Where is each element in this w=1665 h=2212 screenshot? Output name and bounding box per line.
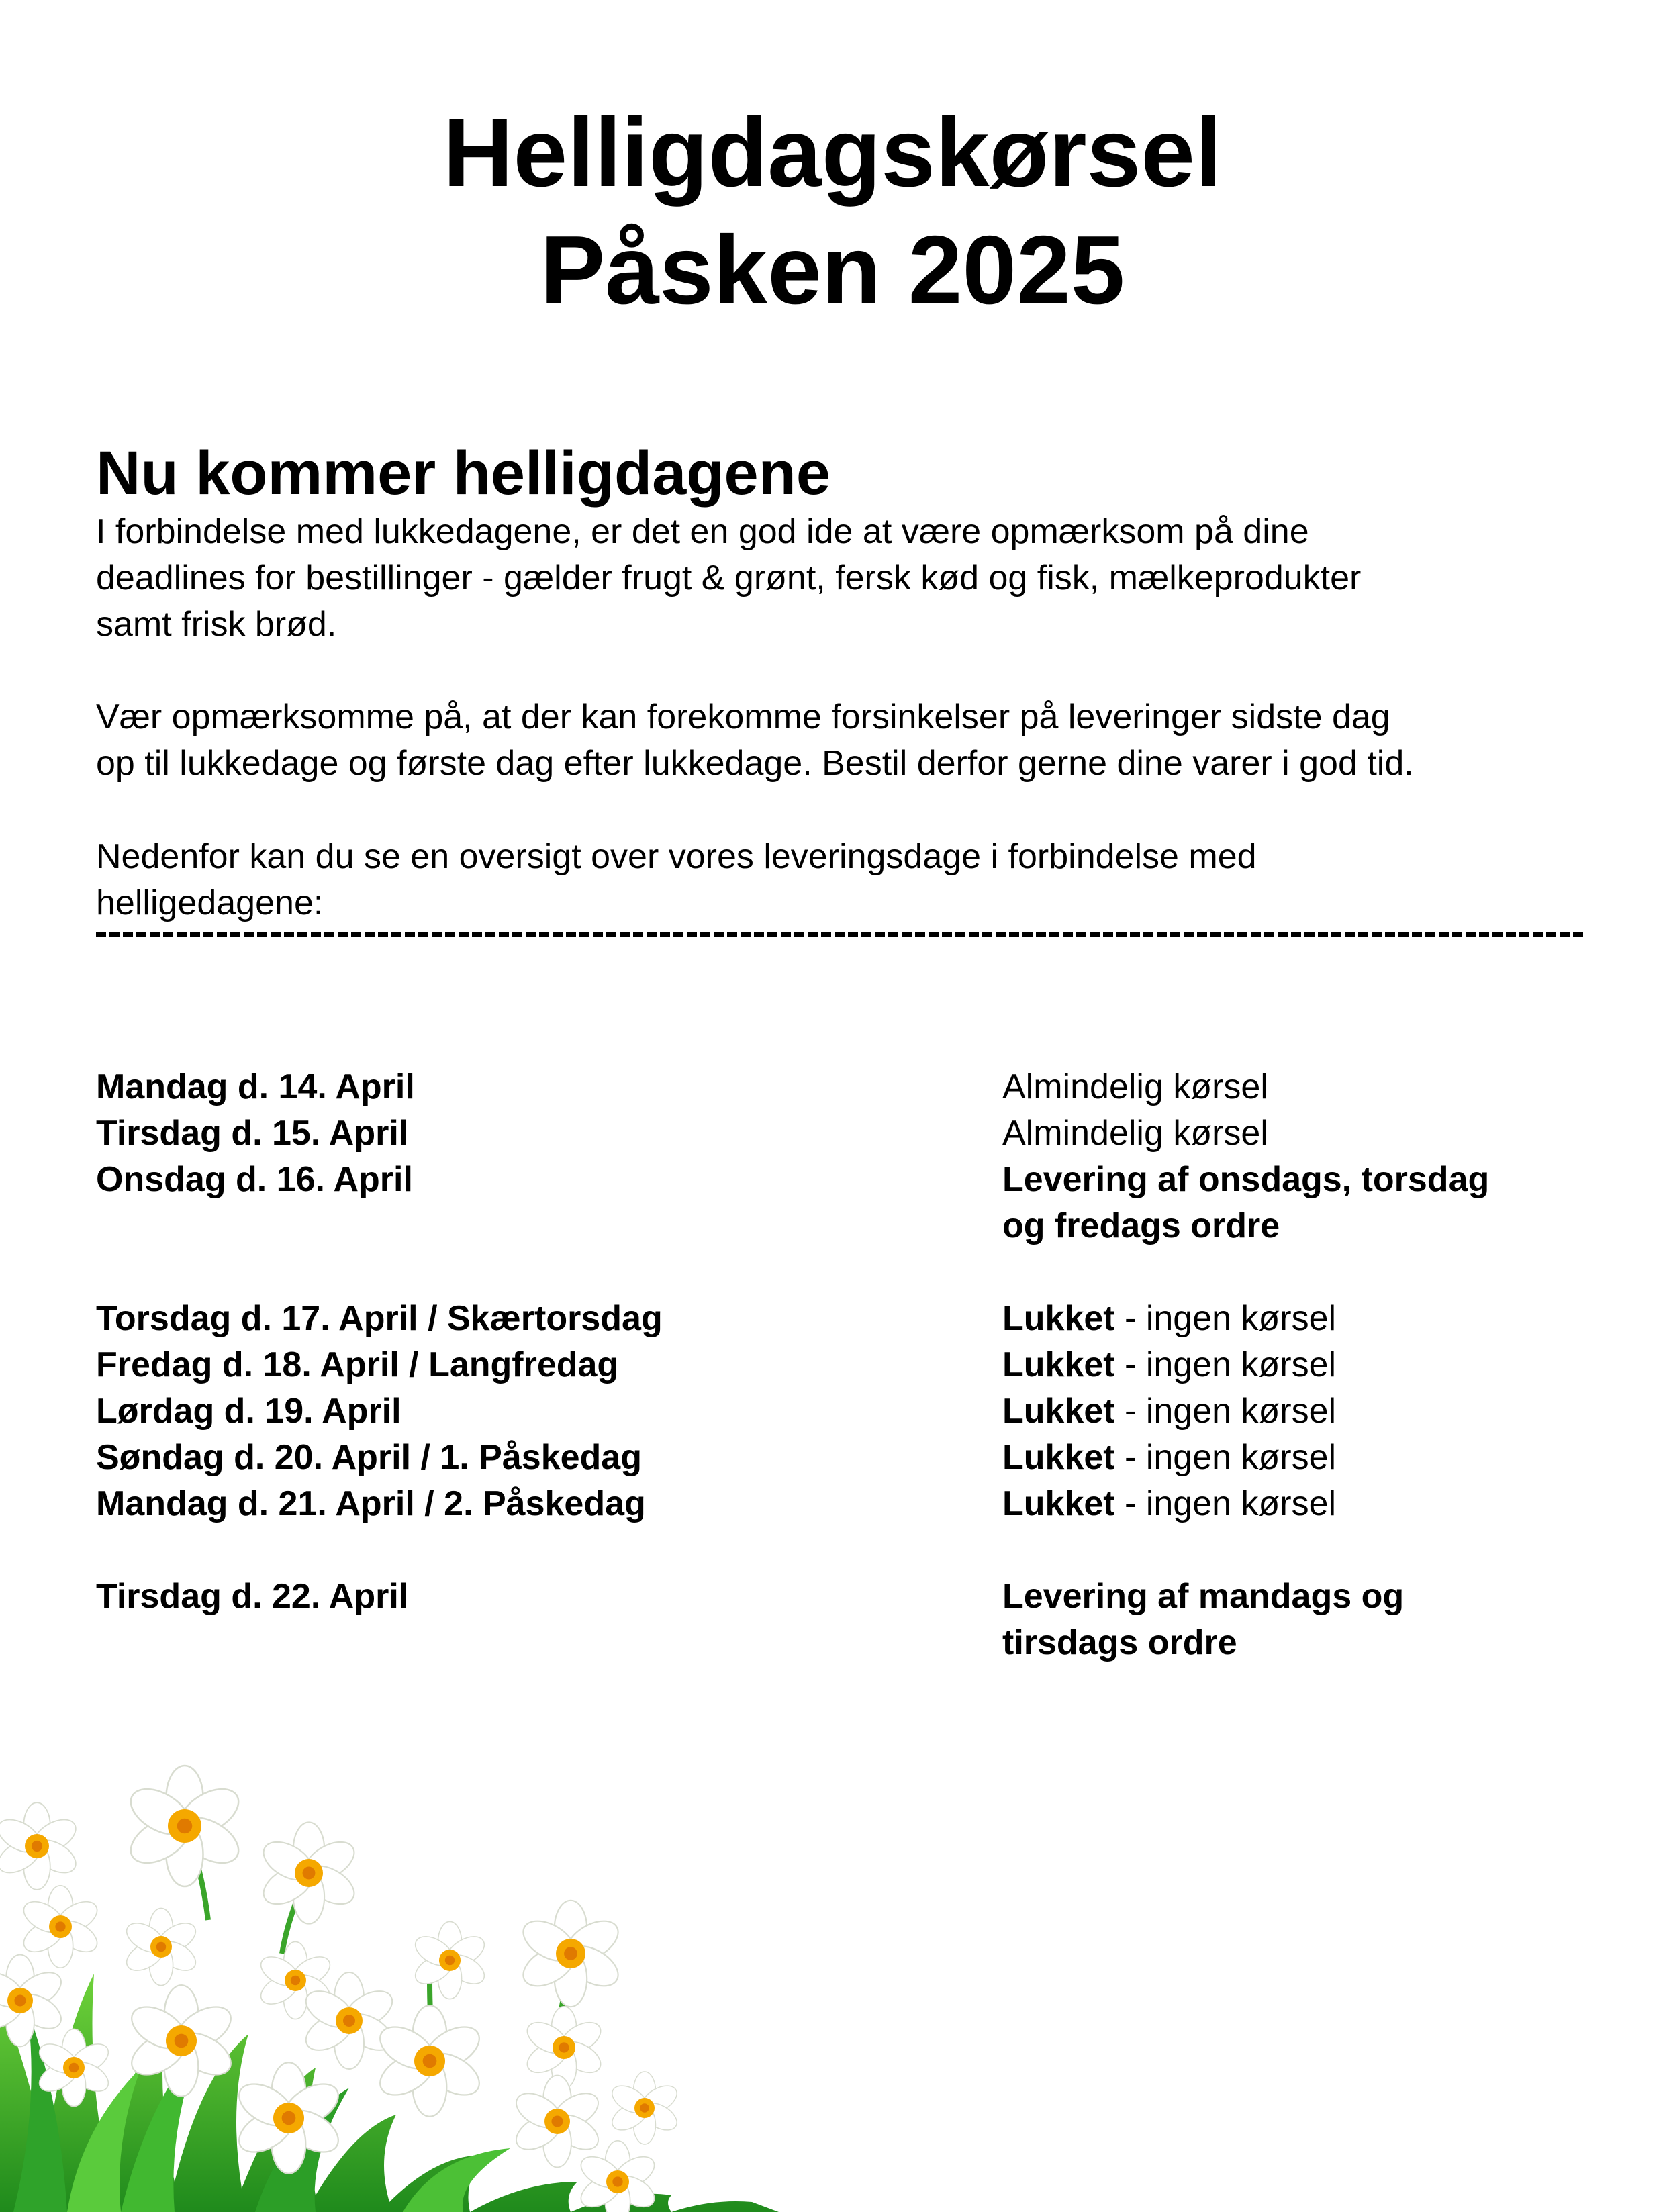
schedule-row <box>96 1342 1586 1388</box>
schedule-row <box>96 1435 1586 1481</box>
schedule-row <box>96 1296 1586 1342</box>
schedule-status <box>1002 1435 1586 1481</box>
schedule-day: Fredag d. 18. April / Langfredag <box>96 1345 619 1384</box>
page-title <box>0 94 1665 329</box>
schedule-day: Onsdag d. 16. April <box>96 1160 413 1199</box>
paragraph-line: samt frisk brød. <box>96 605 337 644</box>
schedule-row <box>96 1157 1586 1249</box>
status-note: - ingen kørsel <box>1114 1438 1337 1477</box>
schedule-status <box>1002 1342 1586 1388</box>
delivery-schedule <box>96 1064 1586 1666</box>
schedule-status <box>1002 1481 1586 1527</box>
schedule-day: Lørdag d. 19. April <box>96 1392 401 1431</box>
schedule-row <box>96 1064 1586 1110</box>
dashed-divider <box>96 932 1583 937</box>
paragraph-line: I forbindelse med lukkedagene, er det en god ide at være opmærksom på dine <box>96 512 1309 551</box>
closed-label: Lukket <box>1002 1484 1115 1523</box>
schedule-day: Tirsdag d. 15. April <box>96 1114 409 1153</box>
intro-paragraph <box>96 509 1586 648</box>
daffodils-illustration <box>0 1752 779 2212</box>
schedule-status: Almindelig kørsel <box>1002 1114 1268 1153</box>
schedule-row <box>96 1574 1586 1666</box>
schedule-status <box>1002 1574 1586 1666</box>
paragraph-line: op til lukkedage og første dag efter lukkedage. Bestil derfor gerne dine varer i god tid. <box>96 744 1414 783</box>
delay-paragraph <box>96 694 1586 787</box>
schedule-day: Mandag d. 21. April / 2. Påskedag <box>96 1484 646 1523</box>
title-line-2: Påsken 2025 <box>540 215 1125 324</box>
schedule-status <box>1002 1388 1586 1435</box>
closed-label: Lukket <box>1002 1392 1115 1431</box>
schedule-day: Tirsdag d. 22. April <box>96 1577 409 1616</box>
status-note: - ingen kørsel <box>1114 1345 1337 1384</box>
schedule-status <box>1002 1157 1586 1249</box>
schedule-day: Mandag d. 14. April <box>96 1067 415 1106</box>
status-note: - ingen kørsel <box>1114 1299 1337 1338</box>
schedule-status: Almindelig kørsel <box>1002 1067 1268 1106</box>
schedule-day: Torsdag d. 17. April / Skærtorsdag <box>96 1299 663 1338</box>
status-note: - ingen kørsel <box>1114 1392 1337 1431</box>
schedule-row <box>96 1481 1586 1527</box>
closed-label: Lukket <box>1002 1299 1115 1338</box>
status-line: tirsdags ordre <box>1002 1623 1237 1662</box>
paragraph-line: helligedagene: <box>96 883 324 922</box>
schedule-row <box>96 1388 1586 1435</box>
status-note: - ingen kørsel <box>1114 1484 1337 1523</box>
closed-label: Lukket <box>1002 1345 1115 1384</box>
schedule-status <box>1002 1296 1586 1342</box>
status-line: Levering af onsdags, torsdag <box>1002 1160 1490 1199</box>
paragraph-line: deadlines for bestillinger - gælder frugt & grønt, fersk kød og fisk, mælkeprodukter <box>96 559 1362 597</box>
schedule-day: Søndag d. 20. April / 1. Påskedag <box>96 1438 642 1477</box>
status-line: Levering af mandags og <box>1002 1577 1405 1616</box>
closed-label: Lukket <box>1002 1438 1115 1477</box>
title-line-1: Helligdagskørsel <box>442 98 1223 207</box>
paragraph-line: Vær opmærksomme på, at der kan forekomme forsinkelser på leveringer sidste dag <box>96 698 1390 736</box>
schedule-row <box>96 1110 1586 1157</box>
paragraph-line: Nedenfor kan du se en oversigt over vores leveringsdage i forbindelse med <box>96 837 1257 876</box>
status-line: og fredags ordre <box>1002 1206 1280 1245</box>
section-heading: Nu kommer helligdagene <box>96 439 831 508</box>
overview-paragraph <box>96 834 1586 926</box>
